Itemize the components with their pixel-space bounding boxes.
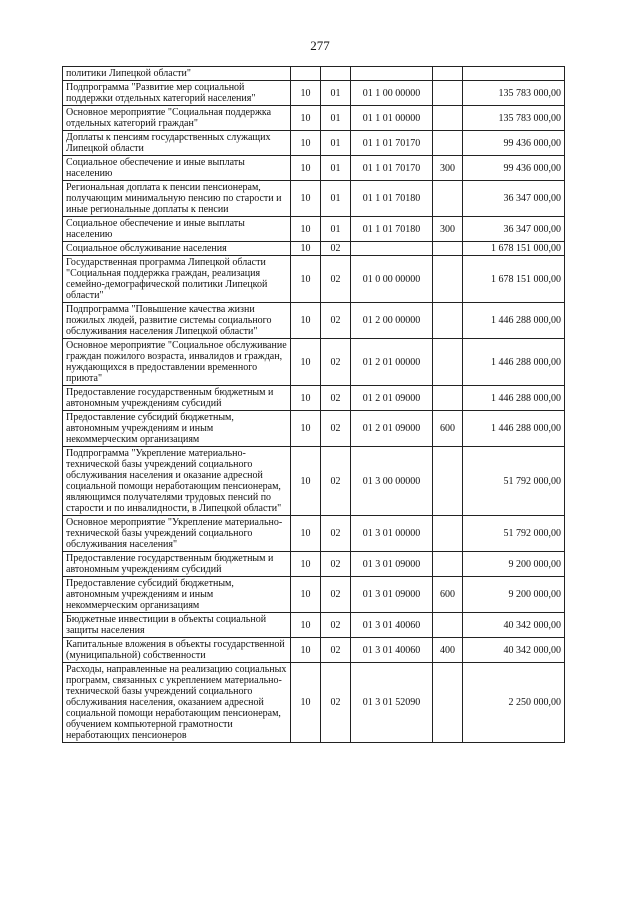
expense-type-code-cell: 600 xyxy=(433,411,463,447)
table-row xyxy=(63,577,565,613)
table-row xyxy=(63,181,565,217)
subsection-code-cell: 02 xyxy=(321,516,351,552)
subsection-code-cell: 02 xyxy=(321,577,351,613)
expense-name-cell: Капитальные вложения в объекты государственной (муниципальной) собственности xyxy=(63,638,291,663)
target-item-code-cell: 01 1 01 70170 xyxy=(351,131,433,156)
section-code-cell: 10 xyxy=(291,516,321,552)
expense-type-code-cell xyxy=(433,81,463,106)
subsection-code-cell: 01 xyxy=(321,131,351,156)
table-row xyxy=(63,303,565,339)
amount-cell: 51 792 000,00 xyxy=(463,516,565,552)
amount-cell: 99 436 000,00 xyxy=(463,131,565,156)
subsection-code-cell: 02 xyxy=(321,256,351,303)
expense-name-cell: Предоставление государственным бюджетным и автономным учреждениям субсидий xyxy=(63,386,291,411)
expense-name-cell: Основное мероприятие "Социальное обслуживание граждан пожилого возраста, инвалидов и граждан, нуждающихся в предоставлении временного приюта" xyxy=(63,339,291,386)
section-code-cell: 10 xyxy=(291,577,321,613)
target-item-code-cell: 01 3 01 09000 xyxy=(351,552,433,577)
expense-type-code-cell xyxy=(433,67,463,81)
subsection-code-cell: 01 xyxy=(321,156,351,181)
table-row xyxy=(63,386,565,411)
amount-cell: 1 446 288 000,00 xyxy=(463,339,565,386)
expense-type-code-cell: 300 xyxy=(433,217,463,242)
table-row xyxy=(63,411,565,447)
subsection-code-cell: 01 xyxy=(321,81,351,106)
table-row xyxy=(63,552,565,577)
amount-cell: 2 250 000,00 xyxy=(463,663,565,743)
amount-cell: 9 200 000,00 xyxy=(463,577,565,613)
expense-type-code-cell xyxy=(433,447,463,516)
target-item-code-cell xyxy=(351,67,433,81)
subsection-code-cell: 02 xyxy=(321,552,351,577)
expense-type-code-cell xyxy=(433,516,463,552)
target-item-code-cell: 01 2 01 09000 xyxy=(351,386,433,411)
expense-type-code-cell xyxy=(433,552,463,577)
budget-table xyxy=(62,66,565,743)
subsection-code-cell: 02 xyxy=(321,638,351,663)
subsection-code-cell: 02 xyxy=(321,411,351,447)
table-row xyxy=(63,638,565,663)
target-item-code-cell: 01 3 00 00000 xyxy=(351,447,433,516)
section-code-cell: 10 xyxy=(291,106,321,131)
expense-type-code-cell: 600 xyxy=(433,577,463,613)
amount-cell: 135 783 000,00 xyxy=(463,106,565,131)
subsection-code-cell: 01 xyxy=(321,106,351,131)
target-item-code-cell: 01 3 01 40060 xyxy=(351,638,433,663)
table-row xyxy=(63,256,565,303)
expense-type-code-cell xyxy=(433,663,463,743)
section-code-cell: 10 xyxy=(291,613,321,638)
expense-type-code-cell: 300 xyxy=(433,156,463,181)
expense-type-code-cell xyxy=(433,303,463,339)
amount-cell xyxy=(463,67,565,81)
section-code-cell: 10 xyxy=(291,386,321,411)
page-number: 277 xyxy=(310,38,330,53)
expense-type-code-cell xyxy=(433,386,463,411)
expense-name-cell: Социальное обслуживание населения xyxy=(63,242,291,256)
amount-cell: 99 436 000,00 xyxy=(463,156,565,181)
amount-cell: 40 342 000,00 xyxy=(463,613,565,638)
expense-name-cell: Бюджетные инвестиции в объекты социальной защиты населения xyxy=(63,613,291,638)
target-item-code-cell xyxy=(351,242,433,256)
section-code-cell: 10 xyxy=(291,131,321,156)
table-row xyxy=(63,156,565,181)
target-item-code-cell: 01 0 00 00000 xyxy=(351,256,433,303)
table-row xyxy=(63,516,565,552)
expense-name-cell: Основное мероприятие "Укрепление материально-технической базы учреждений социального обслуживания населения" xyxy=(63,516,291,552)
table-row xyxy=(63,106,565,131)
subsection-code-cell: 02 xyxy=(321,386,351,411)
section-code-cell: 10 xyxy=(291,156,321,181)
amount-cell: 1 678 151 000,00 xyxy=(463,242,565,256)
expense-type-code-cell xyxy=(433,339,463,386)
subsection-code-cell: 02 xyxy=(321,242,351,256)
table-row xyxy=(63,613,565,638)
target-item-code-cell: 01 1 01 70170 xyxy=(351,156,433,181)
amount-cell: 36 347 000,00 xyxy=(463,217,565,242)
budget-table-body xyxy=(63,67,565,743)
subsection-code-cell: 01 xyxy=(321,217,351,242)
table-row xyxy=(63,447,565,516)
target-item-code-cell: 01 2 00 00000 xyxy=(351,303,433,339)
target-item-code-cell: 01 1 01 70180 xyxy=(351,181,433,217)
target-item-code-cell: 01 3 01 52090 xyxy=(351,663,433,743)
target-item-code-cell: 01 3 01 40060 xyxy=(351,613,433,638)
table-row xyxy=(63,217,565,242)
expense-name-cell: Подпрограмма "Укрепление материально-технической базы учреждений социального обслуживания населения и оказание адресной социальной помощи неработающим пенсионерам, являющимся получателями трудовых пенсий по старости и по инвалидности, в Липецкой области" xyxy=(63,447,291,516)
amount-cell: 40 342 000,00 xyxy=(463,638,565,663)
subsection-code-cell: 01 xyxy=(321,181,351,217)
expense-name-cell: Социальное обеспечение и иные выплаты населению xyxy=(63,156,291,181)
section-code-cell: 10 xyxy=(291,303,321,339)
expense-type-code-cell xyxy=(433,181,463,217)
amount-cell: 1 446 288 000,00 xyxy=(463,411,565,447)
section-code-cell: 10 xyxy=(291,81,321,106)
expense-name-cell: Предоставление субсидий бюджетным, автономным учреждениям и иным некоммерческим организациям xyxy=(63,411,291,447)
expense-name-cell: Доплаты к пенсиям государственных служащих Липецкой области xyxy=(63,131,291,156)
amount-cell: 51 792 000,00 xyxy=(463,447,565,516)
expense-type-code-cell xyxy=(433,242,463,256)
expense-type-code-cell xyxy=(433,256,463,303)
expense-name-cell: Социальное обеспечение и иные выплаты населению xyxy=(63,217,291,242)
section-code-cell: 10 xyxy=(291,411,321,447)
target-item-code-cell: 01 3 01 09000 xyxy=(351,577,433,613)
target-item-code-cell: 01 1 00 00000 xyxy=(351,81,433,106)
expense-name-cell: Подпрограмма "Развитие мер социальной поддержки отдельных категорий населения" xyxy=(63,81,291,106)
section-code-cell xyxy=(291,67,321,81)
target-item-code-cell: 01 3 01 00000 xyxy=(351,516,433,552)
expense-name-cell: Основное мероприятие "Социальная поддержка отдельных категорий граждан" xyxy=(63,106,291,131)
amount-cell: 9 200 000,00 xyxy=(463,552,565,577)
amount-cell: 135 783 000,00 xyxy=(463,81,565,106)
target-item-code-cell: 01 2 01 00000 xyxy=(351,339,433,386)
section-code-cell: 10 xyxy=(291,181,321,217)
amount-cell: 1 446 288 000,00 xyxy=(463,386,565,411)
expense-name-cell: Государственная программа Липецкой области "Социальная поддержка граждан, реализация семейно-демографической политики Липецкой области" xyxy=(63,256,291,303)
section-code-cell: 10 xyxy=(291,242,321,256)
expense-name-cell: Предоставление государственным бюджетным и автономным учреждениям субсидий xyxy=(63,552,291,577)
table-row xyxy=(63,663,565,743)
subsection-code-cell: 02 xyxy=(321,339,351,386)
expense-name-cell: Расходы, направленные на реализацию социальных программ, связанных с укреплением материально-технической базы учреждений социального обслуживания населения, оказанием адресной социальной помощи неработающим пенсионерам, обучением компьютерной грамотности неработающих пенсионеров xyxy=(63,663,291,743)
amount-cell: 1 678 151 000,00 xyxy=(463,256,565,303)
subsection-code-cell: 02 xyxy=(321,303,351,339)
amount-cell: 36 347 000,00 xyxy=(463,181,565,217)
expense-type-code-cell xyxy=(433,106,463,131)
section-code-cell: 10 xyxy=(291,447,321,516)
section-code-cell: 10 xyxy=(291,256,321,303)
target-item-code-cell: 01 2 01 09000 xyxy=(351,411,433,447)
table-row xyxy=(63,242,565,256)
target-item-code-cell: 01 1 01 00000 xyxy=(351,106,433,131)
section-code-cell: 10 xyxy=(291,663,321,743)
expense-type-code-cell: 400 xyxy=(433,638,463,663)
expense-name-cell: Предоставление субсидий бюджетным, автономным учреждениям и иным некоммерческим организациям xyxy=(63,577,291,613)
subsection-code-cell: 02 xyxy=(321,613,351,638)
expense-name-cell: Подпрограмма "Повышение качества жизни пожилых людей, развитие системы социального обслуживания населения Липецкой области" xyxy=(63,303,291,339)
subsection-code-cell xyxy=(321,67,351,81)
section-code-cell: 10 xyxy=(291,552,321,577)
expense-name-cell: Региональная доплата к пенсии пенсионерам, получающим минимальную пенсию по старости и иные региональные доплаты к пенсии xyxy=(63,181,291,217)
section-code-cell: 10 xyxy=(291,638,321,663)
amount-cell: 1 446 288 000,00 xyxy=(463,303,565,339)
table-row xyxy=(63,131,565,156)
subsection-code-cell: 02 xyxy=(321,447,351,516)
table-row xyxy=(63,81,565,106)
table-row xyxy=(63,67,565,81)
subsection-code-cell: 02 xyxy=(321,663,351,743)
target-item-code-cell: 01 1 01 70180 xyxy=(351,217,433,242)
section-code-cell: 10 xyxy=(291,217,321,242)
section-code-cell: 10 xyxy=(291,339,321,386)
expense-name-cell: политики Липецкой области" xyxy=(63,67,291,81)
expense-type-code-cell xyxy=(433,613,463,638)
expense-type-code-cell xyxy=(433,131,463,156)
table-row xyxy=(63,339,565,386)
